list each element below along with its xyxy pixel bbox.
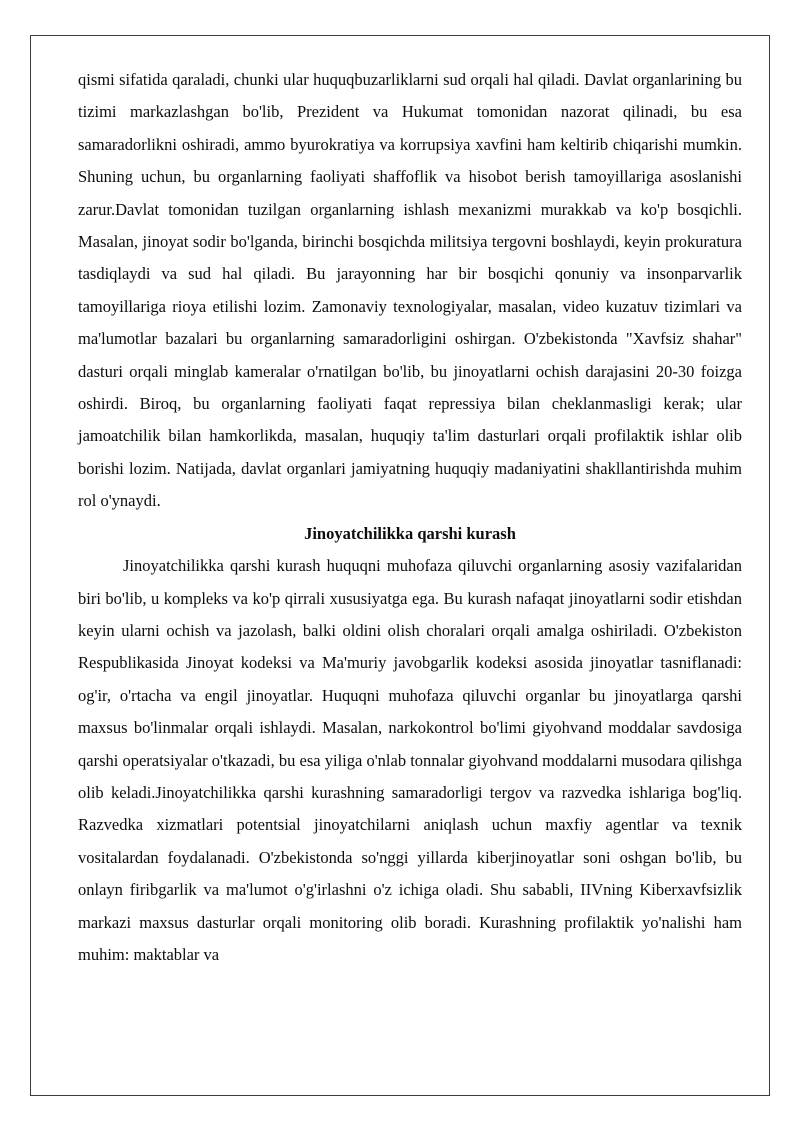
body-paragraph-2: Jinoyatchilikka qarshi kurash huquqni muhofaza qiluvchi organlarning asosiy vazifalaridan biri bo'lib, u kompleks va ko'p qirrali xususiyatga ega. Bu kurash nafaqat jinoyatlarni sodir etishdan keyin ularni ochish va jazolash, balki oldini olish choralari orqali amalga oshiriladi. O'zbekiston Respublikasida Jinoyat kodeksi va Ma'muriy javobgarlik kodeksi asosida jinoyatlar tasniflanadi: og'ir, o'rtacha va engil jinoyatlar. Huquqni muhofaza qiluvchi organlar bu jinoyatlarga qarshi maxsus bo'linmalar orqali ishlaydi. Masalan, narkokontrol bo'limi giyohvand moddalar savdosiga qarshi operatsiyalar o'tkazadi, bu esa yiliga o'nlab tonnalar giyohvand moddalarni musodara qilishga olib keladi.Jinoyatchilikka qarshi kurashning samaradorligi tergov va razvedka ishlariga bog'liq. Razvedka xizmatlari potentsial jinoyatchilarni aniqlash uchun maxfiy agentlar va texnik vositalardan foydalanadi. O'zbekistonda so'nggi yillarda kiberjinoyatlar soni oshgan bo'lib, bu onlayn firibgarlik va ma'lumot o'g'irlashni o'z ichiga oladi. Shu sababli, IIVning Kiberxavfsizlik markazi maxsus dasturlar orqali monitoring olib boradi. Kurashning profilaktik yo'nalishi ham muhim: maktablar va (78, 556, 742, 964)
page-border (30, 35, 770, 1096)
body-paragraph-1: qismi sifatida qaraladi, chunki ular huquqbuzarliklarni sud orqali hal qiladi. Davlat organlarining bu tizimi markazlashgan bo'lib, Prezident va Hukumat tomonidan nazorat qilinadi, bu esa samaradorlikni oshiradi, ammo byurokratiya va korrupsiya xavfini ham keltirib chiqarishi mumkin. Shuning uchun, bu organlarning faoliyati shaffoflik va hisobot berish tamoyillariga asoslanishi zarur.Davlat tomonidan tuzilgan organlarning ishlash mexanizmi murakkab va ko'p bosqichli. Masalan, jinoyat sodir bo'lganda, birinchi bosqichda militsiya tergovni boshlaydi, keyin prokuratura tasdiqlaydi va sud hal qiladi. Bu jarayonning har bir bosqichi qonuniy va insonparvarlik tamoyillariga rioya etilishi lozim. Zamonaviy texnologiyalar, masalan, video kuzatuv tizimlari va ma'lumotlar bazalari bu organlarning samaradorligini oshirgan. O'zbekistonda "Xavfsiz shahar" dasturi orqali minglab kameralar o'rnatilgan bo'lib, bu jinoyatlarni ochish darajasini 20-30 foizga oshirdi. Biroq, bu organlarning faoliyati faqat repressiya bilan cheklanmasligi kerak; ular jamoatchilik bilan hamkorlikda, masalan, huquqiy ta'lim dasturlari orqali profilaktik ishlar olib borishi lozim. Natijada, davlat organlari jamiyatning huquqiy madaniyatini shakllantirishda muhim rol o'ynaydi. (78, 70, 742, 511)
document-body (78, 64, 742, 971)
section-heading: Jinoyatchilikka qarshi kurash (304, 523, 516, 543)
